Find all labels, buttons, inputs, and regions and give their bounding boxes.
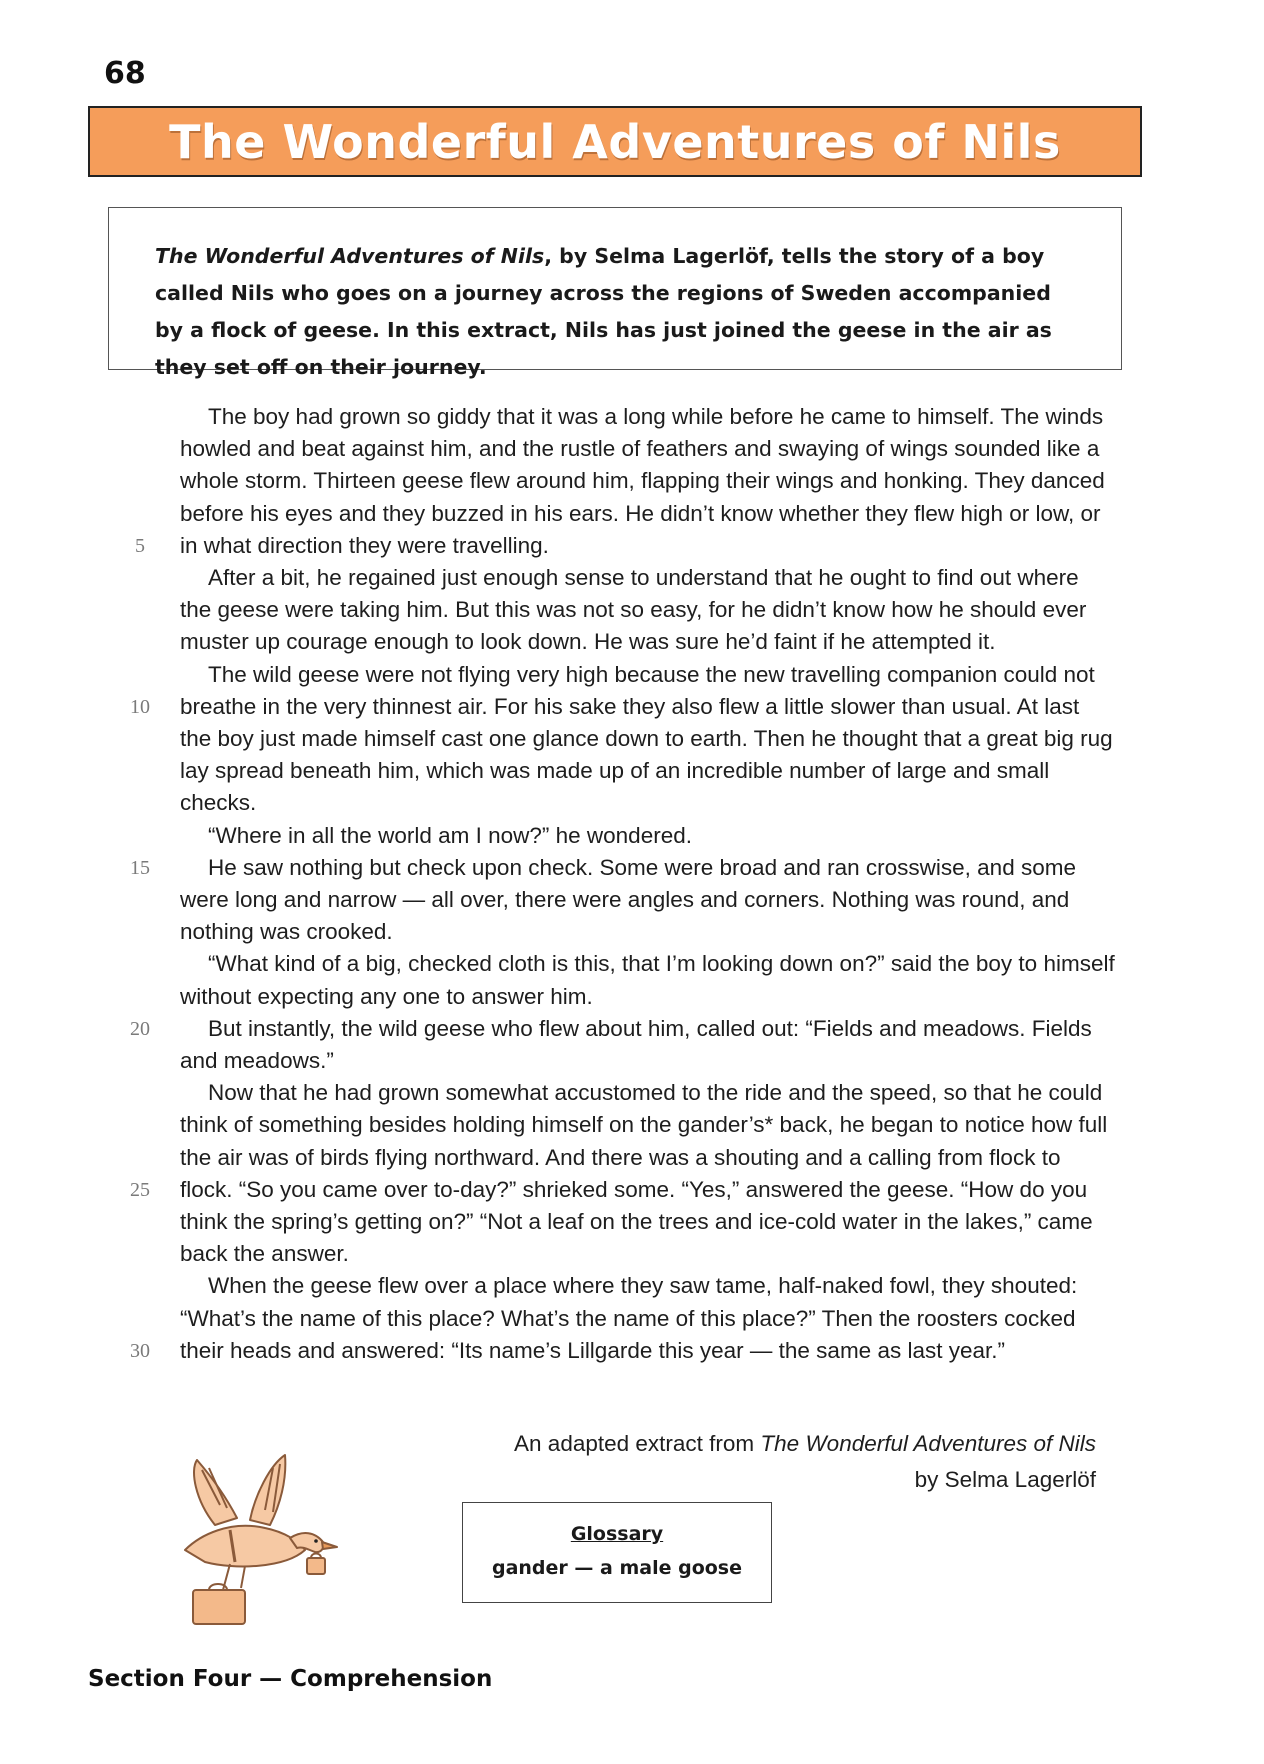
passage-paragraph: But instantly, the wild geese who flew about him, called out: “Fields and meadows. Fields and meadows.” <box>180 1015 1092 1074</box>
glossary-box <box>462 1502 772 1603</box>
section-footer: Section Four — Comprehension <box>88 1666 493 1692</box>
page-title: The Wonderful Adventures of Nils <box>169 114 1061 169</box>
passage-paragraph: He saw nothing but check upon check. Some were broad and ran crosswise, and some were long and narrow — all over, there were angles and corners. Nothing was round, and nothing was crooked. <box>180 854 1076 945</box>
intro-text <box>155 238 1081 386</box>
glossary-heading: Glossary <box>570 1523 664 1545</box>
passage-paragraph: After a bit, he regained just enough sense to understand that he ought to find out where the geese were taking him. But this was not so easy, for he didn’t know how he should ever muster up courage enough to look down. He was sure he’d faint if he attempted it. <box>180 565 1087 655</box>
line-number-15: 15 <box>130 856 150 879</box>
line-number-10: 10 <box>130 695 150 718</box>
attribution-author: by Selma Lagerlöf <box>914 1467 1096 1492</box>
line-number-25: 25 <box>130 1178 150 1201</box>
attribution-source <box>514 1426 1096 1462</box>
attribution-prefix: An adapted extract from <box>514 1431 761 1456</box>
intro-box <box>108 207 1122 379</box>
passage-paragraph: The wild geese were not flying very high because the new travelling companion could not breathe in the very thinnest air. For his sake they also flew a little slower than usual. At last the boy just made himself cast one glance down to earth. Then he thought that a great big rug lay spread beneath him, which was made up of an incredible number of large and small checks. <box>180 661 1113 816</box>
intro-body: , by Selma Lagerlöf, tells the story of a boy called Nils who goes on a journey across the regions of Sweden accompanied by a flock of geese. In this extract, Nils has just joined the geese in the air as they set off on their journey. <box>155 244 1052 379</box>
attribution <box>514 1426 1096 1498</box>
line-number-20: 20 <box>130 1017 150 1040</box>
intro-book-title: The Wonderful Adventures of Nils <box>155 244 545 268</box>
passage-paragraph: Now that he had grown somewhat accustomed to the ride and the speed, so that he could think of something besides holding himself on the gander’s* back, he began to notice how full the air was of birds flying northward. And there was a shouting and a calling from flock to flock. “So you came over to-day?” shrieked some. “Yes,” answered the geese. “How do you think the spring’s getting on?” “Not a leaf on the trees and ice-cold water in the lakes,” came back the answer. <box>180 1080 1108 1267</box>
passage-paragraph: “Where in all the world am I now?” he wondered. <box>208 822 692 848</box>
glossary-entry: gander — a male goose <box>491 1557 742 1579</box>
goose-illustration <box>175 1450 355 1630</box>
passage-paragraph: The boy had grown so giddy that it was a long while before he came to himself. The winds howled and beat against him, and the rustle of feathers and swaying of wings sounded like a whole storm. Thirteen geese flew around him, flapping their wings and honking. They danced before his eyes and they buzzed in his ears. He didn’t know whether they flew high or low, or in what direction they were travelling. <box>180 404 1105 558</box>
passage <box>180 401 1115 1367</box>
passage-paragraph: “What kind of a big, checked cloth is this, that I’m looking down on?” said the boy to himself without expecting any one to answer him. <box>180 951 1115 1009</box>
attribution-title: The Wonderful Adventures of Nils <box>760 1431 1096 1456</box>
line-number-5: 5 <box>135 534 145 557</box>
line-number-30: 30 <box>130 1339 150 1362</box>
page-number: 68 <box>104 56 146 91</box>
passage-paragraph: When the geese flew over a place where they saw tame, half-naked fowl, they shouted: “What’s the name of this place? What’s the name of this place?” Then the roosters cocked their heads and answered: “Its name’s Lillgarde this year — the same as last year.” <box>180 1273 1078 1363</box>
title-banner <box>88 106 1142 177</box>
